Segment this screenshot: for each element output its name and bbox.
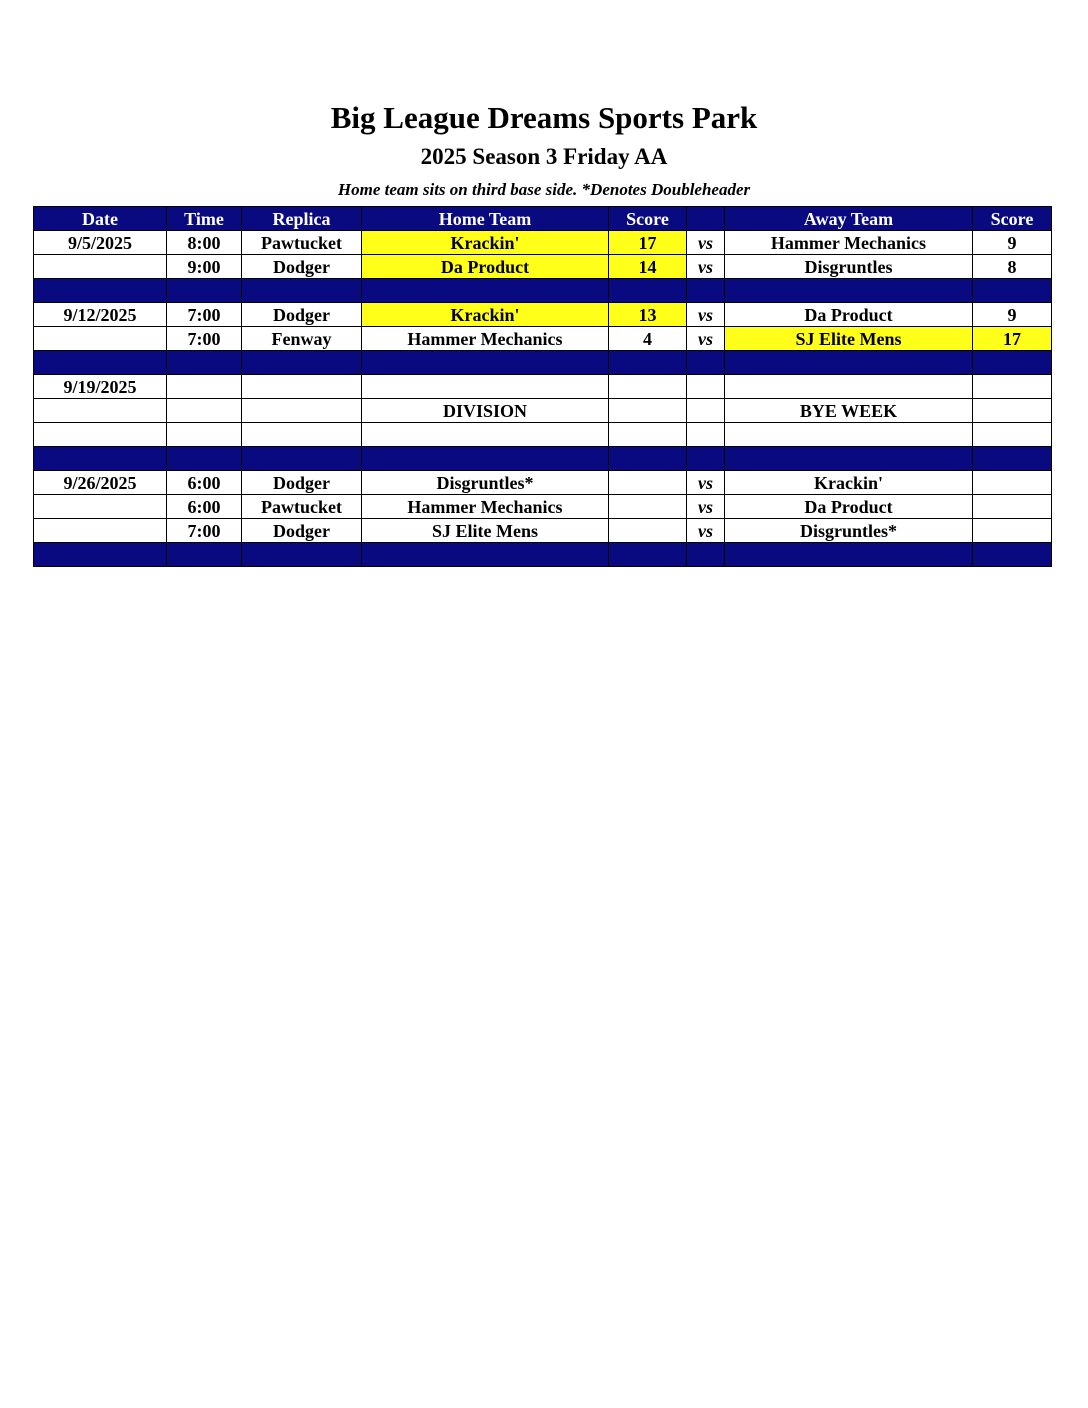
time-cell: 9:00 [167, 255, 242, 279]
separator-cell [687, 543, 725, 567]
replica-cell [242, 423, 362, 447]
col-vs-header [687, 207, 725, 231]
date-cell: 9/12/2025 [34, 303, 167, 327]
replica-cell: Dodger [242, 255, 362, 279]
table-row [34, 303, 1052, 327]
vs-cell: vs [687, 255, 725, 279]
home-score-cell: 14 [609, 255, 687, 279]
date-cell [34, 519, 167, 543]
time-cell: 6:00 [167, 495, 242, 519]
separator-cell [242, 351, 362, 375]
home-team-cell: Disgruntles* [362, 471, 609, 495]
separator-cell [687, 351, 725, 375]
separator-row [34, 351, 1052, 375]
away-score-cell: 17 [973, 327, 1052, 351]
home-score-cell: 4 [609, 327, 687, 351]
replica-cell: Dodger [242, 471, 362, 495]
replica-cell [242, 399, 362, 423]
separator-cell [242, 543, 362, 567]
away-score-cell: 8 [973, 255, 1052, 279]
away-score-cell [973, 399, 1052, 423]
vs-cell: vs [687, 231, 725, 255]
replica-cell: Dodger [242, 519, 362, 543]
time-cell [167, 423, 242, 447]
date-cell [34, 495, 167, 519]
home-score-cell [609, 399, 687, 423]
separator-row [34, 279, 1052, 303]
vs-cell: vs [687, 327, 725, 351]
separator-cell [687, 447, 725, 471]
col-date-header: Date [34, 207, 167, 231]
col-home-team-header: Home Team [362, 207, 609, 231]
separator-cell [34, 279, 167, 303]
vs-cell: vs [687, 519, 725, 543]
separator-cell [725, 351, 973, 375]
separator-row [34, 543, 1052, 567]
col-away-team-header: Away Team [725, 207, 973, 231]
separator-cell [362, 543, 609, 567]
date-cell [34, 399, 167, 423]
vs-cell: vs [687, 303, 725, 327]
away-score-cell: 9 [973, 303, 1052, 327]
away-team-cell: Disgruntles* [725, 519, 973, 543]
table-row [34, 423, 1052, 447]
separator-cell [34, 447, 167, 471]
vs-cell: vs [687, 471, 725, 495]
replica-cell [242, 375, 362, 399]
away-team-cell: Da Product [725, 495, 973, 519]
schedule-note: Home team sits on third base side. *Denotes Doubleheader [337, 180, 751, 199]
date-cell: 9/26/2025 [34, 471, 167, 495]
time-cell: 7:00 [167, 303, 242, 327]
away-team-cell: Da Product [725, 303, 973, 327]
vs-cell [687, 399, 725, 423]
separator-cell [167, 279, 242, 303]
home-score-cell [609, 519, 687, 543]
time-cell [167, 375, 242, 399]
date-cell [34, 255, 167, 279]
separator-cell [687, 279, 725, 303]
table-row [34, 495, 1052, 519]
schedule-body [34, 231, 1052, 567]
col-home-score-header: Score [609, 207, 687, 231]
date-cell: 9/5/2025 [34, 231, 167, 255]
home-team-cell: Hammer Mechanics [362, 495, 609, 519]
away-score-cell: 9 [973, 231, 1052, 255]
away-team-cell: Krackin' [725, 471, 973, 495]
table-row [34, 375, 1052, 399]
page-subtitle: 2025 Season 3 Friday AA [420, 144, 668, 169]
schedule-table [33, 206, 1052, 567]
time-cell: 7:00 [167, 519, 242, 543]
vs-cell: vs [687, 495, 725, 519]
table-row [34, 471, 1052, 495]
replica-cell: Pawtucket [242, 495, 362, 519]
home-score-cell: 17 [609, 231, 687, 255]
separator-cell [973, 351, 1052, 375]
away-score-cell [973, 375, 1052, 399]
separator-row [34, 447, 1052, 471]
separator-cell [167, 543, 242, 567]
col-time-header: Time [167, 207, 242, 231]
separator-cell [973, 543, 1052, 567]
away-team-cell: Hammer Mechanics [725, 231, 973, 255]
separator-cell [362, 351, 609, 375]
home-score-cell [609, 423, 687, 447]
home-team-cell: SJ Elite Mens [362, 519, 609, 543]
separator-cell [362, 447, 609, 471]
home-score-cell: 13 [609, 303, 687, 327]
page-title: Big League Dreams Sports Park [330, 100, 758, 135]
table-row [34, 399, 1052, 423]
away-score-cell [973, 471, 1052, 495]
replica-cell: Fenway [242, 327, 362, 351]
home-score-cell [609, 375, 687, 399]
home-team-cell: Da Product [362, 255, 609, 279]
time-cell: 7:00 [167, 327, 242, 351]
separator-cell [973, 447, 1052, 471]
home-team-cell: DIVISION [362, 399, 609, 423]
separator-cell [242, 447, 362, 471]
replica-cell: Dodger [242, 303, 362, 327]
time-cell: 6:00 [167, 471, 242, 495]
away-score-cell [973, 519, 1052, 543]
away-team-cell [725, 375, 973, 399]
table-row [34, 327, 1052, 351]
table-row [34, 231, 1052, 255]
away-team-cell: SJ Elite Mens [725, 327, 973, 351]
home-team-cell: Krackin' [362, 231, 609, 255]
separator-cell [242, 279, 362, 303]
table-row [34, 519, 1052, 543]
home-team-cell [362, 423, 609, 447]
separator-cell [167, 447, 242, 471]
separator-cell [973, 279, 1052, 303]
date-cell [34, 327, 167, 351]
separator-cell [609, 543, 687, 567]
separator-cell [725, 279, 973, 303]
home-score-cell [609, 495, 687, 519]
home-score-cell [609, 471, 687, 495]
away-team-cell: BYE WEEK [725, 399, 973, 423]
away-score-cell [973, 423, 1052, 447]
home-team-cell [362, 375, 609, 399]
separator-cell [725, 447, 973, 471]
vs-cell [687, 375, 725, 399]
table-row [34, 255, 1052, 279]
separator-cell [167, 351, 242, 375]
away-team-cell: Disgruntles [725, 255, 973, 279]
home-team-cell: Krackin' [362, 303, 609, 327]
replica-cell: Pawtucket [242, 231, 362, 255]
home-team-cell: Hammer Mechanics [362, 327, 609, 351]
separator-cell [609, 351, 687, 375]
away-score-cell [973, 495, 1052, 519]
date-cell [34, 423, 167, 447]
separator-cell [34, 543, 167, 567]
away-team-cell [725, 423, 973, 447]
time-cell [167, 399, 242, 423]
time-cell: 8:00 [167, 231, 242, 255]
separator-cell [609, 447, 687, 471]
header-row [34, 207, 1052, 231]
separator-cell [725, 543, 973, 567]
col-away-score-header: Score [973, 207, 1052, 231]
col-replica-header: Replica [242, 207, 362, 231]
vs-cell [687, 423, 725, 447]
date-cell: 9/19/2025 [34, 375, 167, 399]
separator-cell [609, 279, 687, 303]
separator-cell [34, 351, 167, 375]
separator-cell [362, 279, 609, 303]
